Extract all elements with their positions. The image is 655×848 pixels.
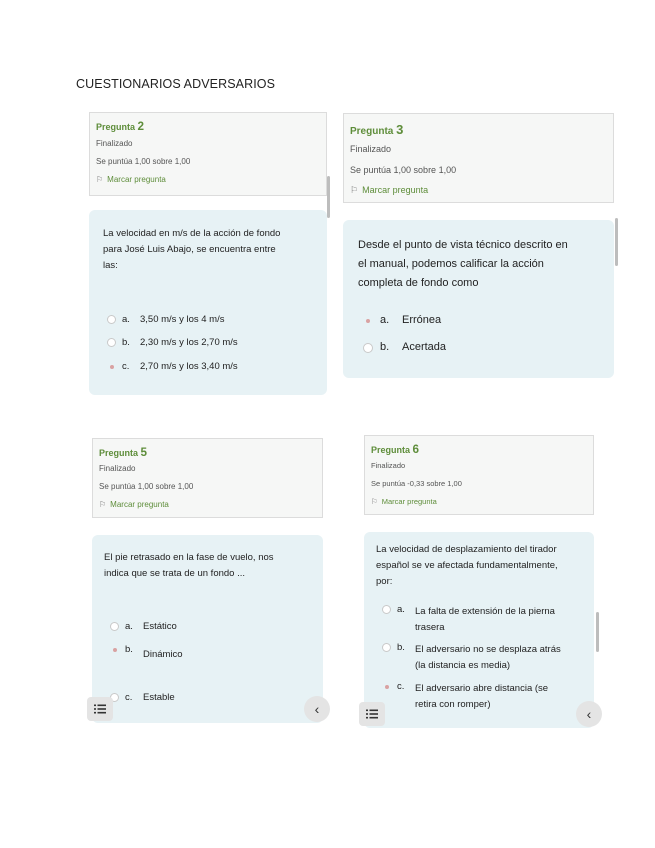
radio-icon[interactable]: [110, 645, 119, 654]
option-a[interactable]: a. Errónea: [363, 314, 441, 326]
document-title: CUESTIONARIOS ADVERSARIOS: [76, 77, 276, 91]
question-heading: Pregunta 6: [371, 443, 420, 456]
flag-icon: ⚐: [96, 175, 104, 184]
question-info-panel: [364, 435, 594, 515]
option-c[interactable]: c. Estable: [110, 692, 175, 703]
option-c[interactable]: c. El adversario abre distancia (se retira con romper): [382, 681, 548, 713]
question-number: 5: [140, 446, 148, 459]
radio-icon[interactable]: [107, 338, 116, 347]
chevron-left-icon: ‹: [586, 706, 592, 722]
flag-question-link[interactable]: ⚐ Marcar pregunta: [96, 175, 166, 184]
question-state: Finalizado: [350, 144, 392, 154]
flag-icon: ⚐: [350, 185, 359, 195]
question-text: La velocidad de desplazamiento del tirador español se ve afectada fundamentalmente, por:: [376, 544, 558, 587]
option-c[interactable]: c. 2,70 m/s y los 3,40 m/s: [107, 361, 238, 372]
chevron-left-icon: ‹: [314, 701, 320, 717]
question-number: 2: [137, 120, 145, 133]
flag-question-link[interactable]: ⚐ Marcar pregunta: [350, 185, 429, 195]
back-button[interactable]: [576, 701, 602, 727]
radio-icon[interactable]: [107, 315, 116, 324]
flag-question-link[interactable]: ⚐ Marcar pregunta: [99, 500, 169, 509]
question-text: La velocidad en m/s de la acción de fondo para José Luis Abajo, se encuentra entre las:: [103, 228, 281, 271]
question-list-button[interactable]: [87, 697, 113, 721]
question-heading: Pregunta 5: [99, 446, 148, 459]
option-a[interactable]: a. 3,50 m/s y los 4 m/s: [107, 314, 224, 325]
flag-icon: ⚐: [371, 497, 378, 506]
question-state: Finalizado: [371, 461, 406, 470]
scrollbar[interactable]: [596, 612, 599, 652]
list-icon: [366, 709, 378, 719]
flag-question-link[interactable]: ⚐ Marcar pregunta: [371, 497, 437, 506]
option-a[interactable]: a. Estático: [110, 621, 177, 632]
list-icon: [94, 704, 106, 714]
radio-icon[interactable]: [363, 343, 373, 353]
question-score: Se puntúa 1,00 sobre 1,00: [350, 165, 457, 175]
radio-icon[interactable]: [363, 316, 373, 326]
radio-icon[interactable]: [382, 605, 391, 614]
scrollbar[interactable]: [327, 176, 330, 218]
question-score: Se puntúa 1,00 sobre 1,00: [99, 482, 194, 491]
question-state: Finalizado: [96, 139, 133, 148]
question-text: Desde el punto de vista técnico descrito en el manual, podemos calificar la acción completa de fondo como: [358, 239, 568, 289]
question-info-panel: [92, 438, 323, 518]
option-b[interactable]: b. El adversario no se desplaza atrás (la distancia es media): [382, 642, 561, 674]
option-b[interactable]: b. Acertada: [363, 341, 446, 353]
option-a[interactable]: a. La falta de extensión de la pierna trasera: [382, 604, 555, 636]
question-score: Se puntúa -0,33 sobre 1,00: [371, 479, 462, 488]
radio-icon[interactable]: [110, 622, 119, 631]
question-number: 3: [396, 122, 404, 137]
question-content-panel: [343, 220, 614, 378]
option-b[interactable]: b. Dinámico: [110, 644, 183, 660]
question-score: Se puntúa 1,00 sobre 1,00: [96, 157, 191, 166]
question-content-panel: [92, 535, 323, 723]
question-heading: Pregunta 2: [96, 120, 145, 133]
question-number: 6: [412, 443, 420, 456]
radio-icon[interactable]: [382, 643, 391, 652]
question-heading: Pregunta 3: [350, 122, 404, 137]
back-button[interactable]: [304, 696, 330, 722]
radio-icon[interactable]: [107, 362, 116, 371]
radio-icon[interactable]: [382, 682, 391, 691]
question-list-button[interactable]: [359, 702, 385, 726]
question-info-panel: [343, 113, 614, 203]
flag-icon: ⚐: [99, 500, 107, 509]
option-b[interactable]: b. 2,30 m/s y los 2,70 m/s: [107, 337, 238, 348]
question-content-panel: [364, 532, 594, 728]
question-content-panel: [89, 210, 327, 395]
question-state: Finalizado: [99, 464, 136, 473]
question-info-panel: [89, 112, 327, 196]
question-text: El pie retrasado en la fase de vuelo, nos indica que se trata de un fondo ...: [104, 552, 274, 579]
scrollbar[interactable]: [615, 218, 618, 266]
